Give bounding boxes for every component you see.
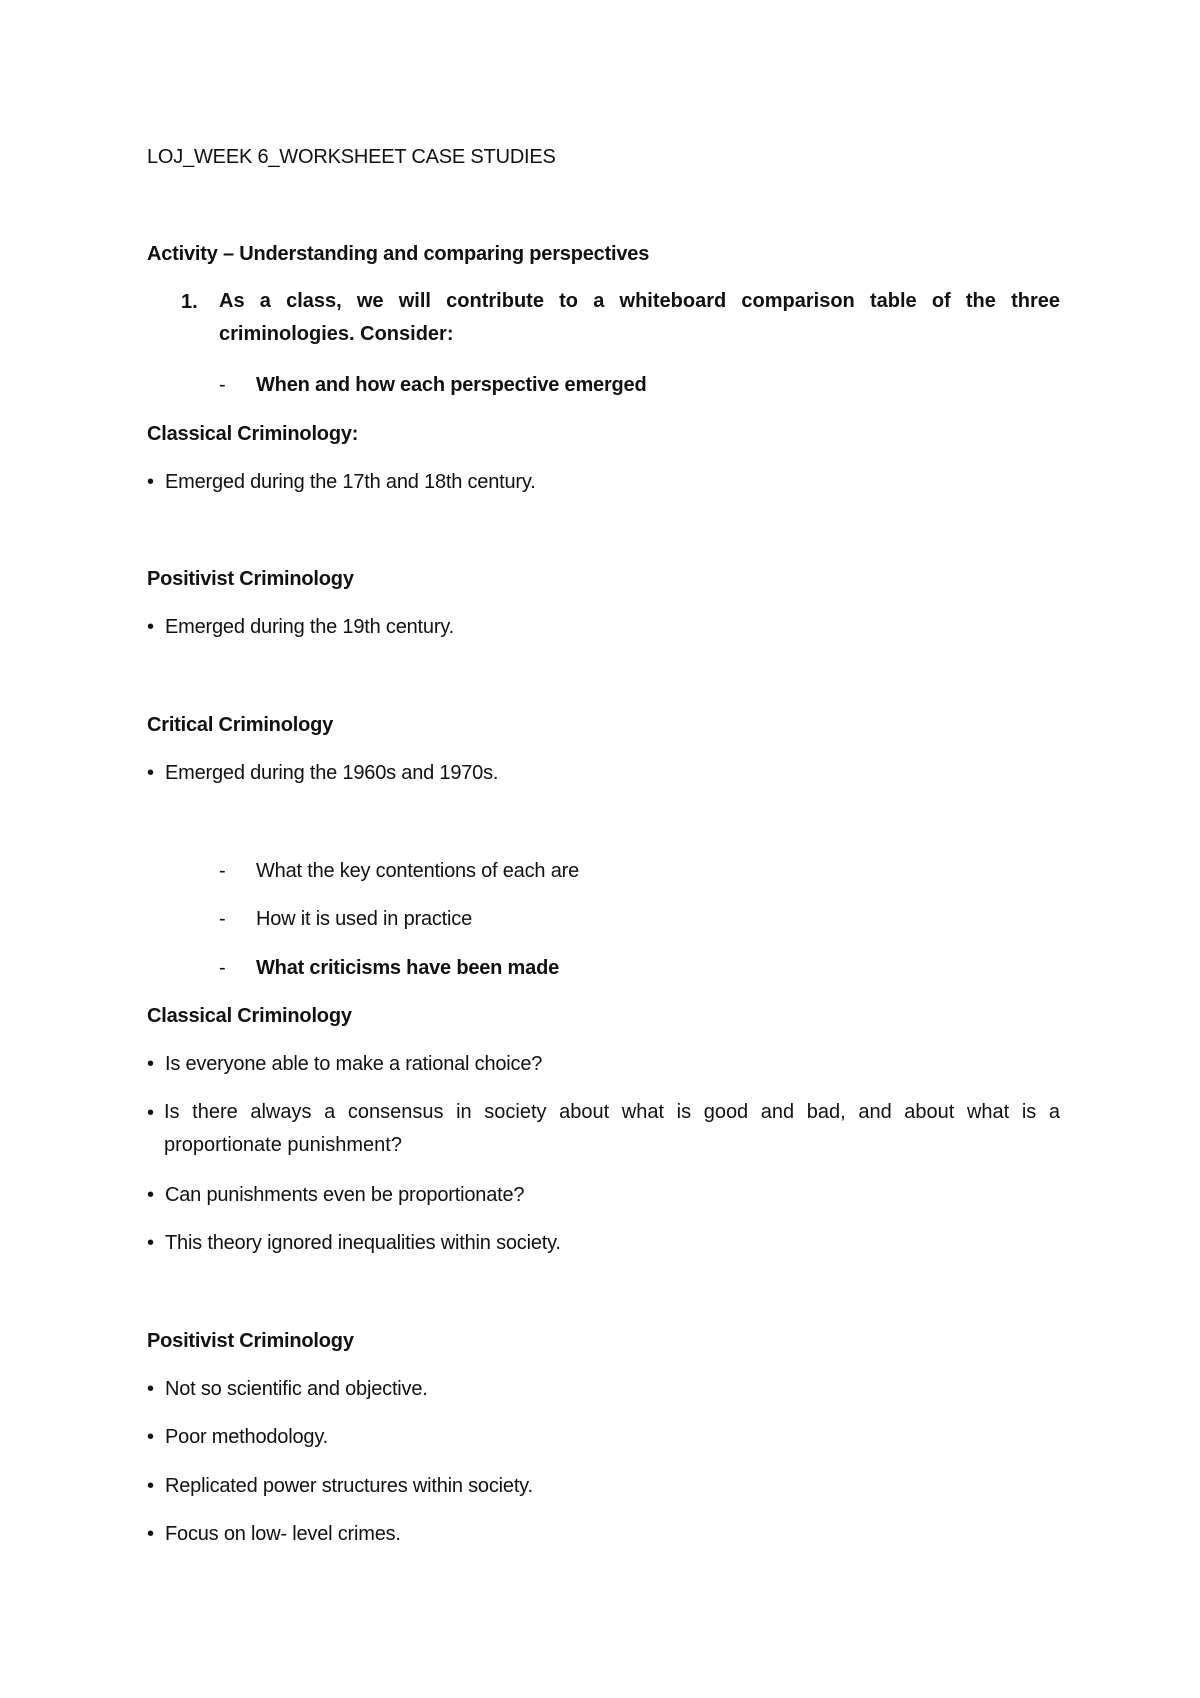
positivist-criticism: Replicated power structures within society.: [165, 1475, 533, 1497]
bullet-marker: •: [147, 616, 155, 638]
positivist-heading-2: Positivist Criminology: [147, 1330, 354, 1352]
classical-criticism: This theory ignored inequalities within society.: [165, 1232, 561, 1254]
positivist-criticism: Not so scientific and objective.: [165, 1378, 428, 1400]
bullet-marker: •: [147, 1523, 155, 1545]
bullet-marker: •: [147, 1184, 155, 1206]
critical-heading: Critical Criminology: [147, 714, 334, 736]
activity-heading: Activity – Understanding and comparing perspectives: [147, 243, 650, 265]
bullet-marker: •: [147, 1102, 155, 1124]
list-item-number: 1.: [181, 291, 198, 313]
consider-item-2: What the key contentions of each are: [256, 860, 579, 882]
positivist-criticism: Focus on low- level crimes.: [165, 1523, 401, 1545]
bullet-marker: •: [147, 471, 155, 493]
list-item-text: As a class, we will contribute to a whiteboard comparison table of the three criminologies. Consider:: [219, 290, 1060, 345]
consider-item-3: How it is used in practice: [256, 908, 473, 930]
positivist-criticism: Poor methodology.: [165, 1426, 328, 1448]
bullet-marker: •: [147, 1053, 155, 1075]
positivist-heading-1: Positivist Criminology: [147, 568, 354, 590]
consider-item-4: What criticisms have been made: [256, 957, 560, 979]
positivist-point-1: Emerged during the 19th century.: [165, 616, 454, 638]
document-title: LOJ_WEEK 6_WORKSHEET CASE STUDIES: [147, 146, 556, 168]
dash-marker: -: [219, 860, 226, 882]
critical-point-1: Emerged during the 1960s and 1970s.: [165, 762, 499, 784]
bullet-marker: •: [147, 1232, 155, 1254]
dash-marker: -: [219, 374, 226, 396]
dash-marker: -: [219, 908, 226, 930]
bullet-marker: •: [147, 762, 155, 784]
classical-criticism: Can punishments even be proportionate?: [165, 1184, 525, 1206]
classical-point-1: Emerged during the 17th and 18th century.: [165, 471, 536, 493]
bullet-marker: •: [147, 1378, 155, 1400]
classical-criticism: Is everyone able to make a rational choice?: [165, 1053, 543, 1075]
bullet-marker: •: [147, 1475, 155, 1497]
dash-marker: -: [219, 957, 226, 979]
classical-criticism: Is there always a consensus in society about what is good and bad, and about what is a proportionate punishment?: [164, 1101, 1060, 1156]
bullet-marker: •: [147, 1426, 155, 1448]
classical-heading-2: Classical Criminology: [147, 1005, 352, 1027]
classical-heading-1: Classical Criminology:: [147, 423, 359, 445]
consider-item-1: When and how each perspective emerged: [256, 374, 647, 396]
